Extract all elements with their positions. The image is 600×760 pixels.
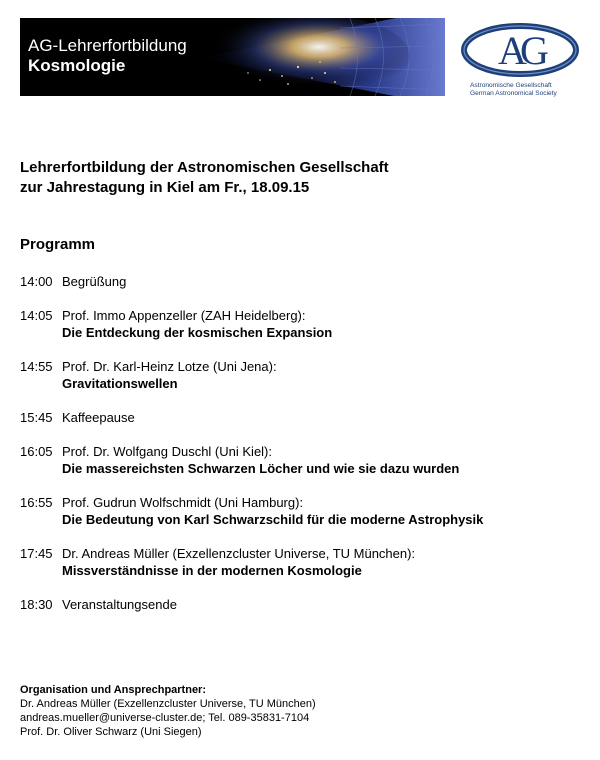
program-item (20, 273, 590, 290)
program-list (20, 273, 590, 630)
logo-caption-line1: Astronomische Gesellschaft (470, 82, 552, 89)
program-speaker: Veranstaltungsende (62, 597, 177, 612)
program-description (62, 358, 590, 392)
program-talk-title: Die Entdeckung der kosmischen Expansion (62, 325, 333, 340)
banner-title-line2: Kosmologie (28, 56, 126, 75)
program-item (20, 596, 590, 613)
program-talk-title: Die Bedeutung von Karl Schwarzschild für die moderne Astrophysik (62, 512, 484, 527)
footer-title: Organisation und Ansprechpartner: (20, 684, 207, 696)
program-speaker: Begrüßung (62, 274, 127, 289)
program-time: 17:45 (20, 546, 53, 561)
banner-title-line1: AG-Lehrerfortbildung (28, 36, 187, 55)
program-item (20, 494, 590, 528)
program-time: 18:30 (20, 597, 53, 612)
footer-contact-line3: Prof. Dr. Oliver Schwarz (Uni Siegen) (20, 726, 202, 738)
program-speaker: Dr. Andreas Müller (Exzellenzcluster Universe, TU München): (62, 546, 416, 561)
program-time: 14:05 (20, 308, 53, 323)
program-description (62, 596, 590, 613)
program-speaker: Prof. Dr. Karl-Heinz Lotze (Uni Jena): (62, 359, 277, 374)
program-talk-title: Die massereichsten Schwarzen Löcher und wie sie dazu wurden (62, 461, 460, 476)
program-description (62, 307, 590, 341)
program-speaker: Prof. Dr. Wolfgang Duschl (Uni Kiel): (62, 444, 272, 459)
program-item (20, 307, 590, 341)
page-headline (20, 158, 580, 198)
program-speaker: Prof. Gudrun Wolfschmidt (Uni Hamburg): (62, 495, 304, 510)
headline-line2: zur Jahrestagung in Kiel am Fr., 18.09.15 (20, 179, 310, 196)
logo-caption-line2: German Astronomical Society (470, 90, 557, 97)
headline-line1: Lehrerfortbildung der Astronomischen Gesellschaft (20, 159, 389, 176)
program-item (20, 545, 590, 579)
footer-contact-email: andreas.mueller@universe-cluster.de; Tel. 089-35831-7104 (20, 712, 310, 724)
banner-title (28, 36, 187, 76)
program-description (62, 494, 590, 528)
program-time: 14:00 (20, 274, 53, 289)
program-item (20, 443, 590, 477)
program-time: 16:55 (20, 495, 53, 510)
program-item (20, 358, 590, 392)
header-banner (20, 18, 445, 96)
program-time: 14:55 (20, 359, 53, 374)
svg-text:A: A (498, 28, 527, 73)
program-title: Programm (20, 236, 96, 253)
program-talk-title: Gravitationswellen (62, 376, 178, 391)
program-description (62, 409, 590, 426)
program-speaker: Prof. Immo Appenzeller (ZAH Heidelberg): (62, 308, 306, 323)
program-time: 16:05 (20, 444, 53, 459)
program-speaker: Kaffeepause (62, 410, 135, 425)
contact-footer (20, 683, 580, 739)
program-description (62, 545, 590, 579)
svg-text:G: G (520, 28, 549, 73)
program-description (62, 273, 590, 290)
logo-caption (470, 82, 595, 98)
program-description (62, 443, 590, 477)
footer-contact-line1: Dr. Andreas Müller (Exzellenzcluster Universe, TU München) (20, 698, 316, 710)
program-time: 15:45 (20, 410, 53, 425)
program-talk-title: Missverständnisse in der modernen Kosmologie (62, 563, 362, 578)
program-item (20, 409, 590, 426)
